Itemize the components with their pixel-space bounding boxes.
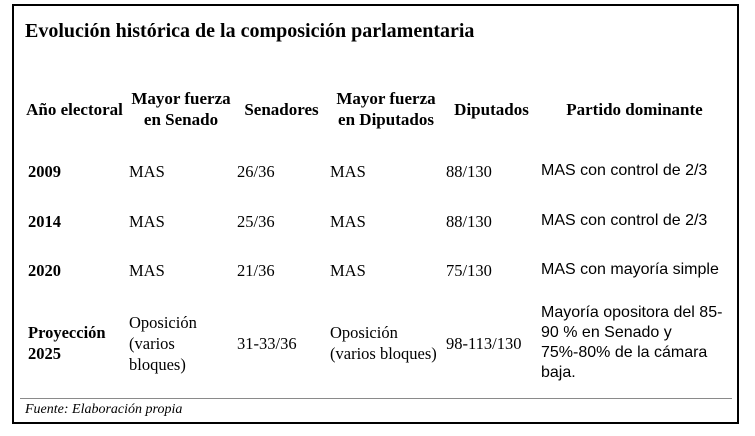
header-senate-force: Mayor fuerza en Senado xyxy=(131,89,231,129)
header-dominant-party: Partido dominante xyxy=(566,99,703,119)
cell-deputies: 88/130 xyxy=(446,211,492,231)
header-year: Año electoral xyxy=(26,99,123,119)
header-senators: Senadores xyxy=(244,99,319,119)
cell-deputies: 98-113/130 xyxy=(446,333,522,353)
cell-senators: 21/36 xyxy=(237,260,275,280)
cell-year: 2020 xyxy=(28,260,61,280)
cell-dominant-party: MAS con control de 2/3 xyxy=(541,162,708,179)
cell-deputies-force: Oposición (varios bloques) xyxy=(330,323,437,363)
page-title: Evolución histórica de la composición parlamentaria xyxy=(25,20,475,42)
cell-deputies-force: MAS xyxy=(330,211,366,231)
source-footnote: Fuente: Elaboración propia xyxy=(25,402,183,417)
table-frame xyxy=(12,4,739,424)
cell-year: 2009 xyxy=(28,161,61,181)
cell-deputies: 75/130 xyxy=(446,260,492,280)
cell-senate-force: MAS xyxy=(129,211,165,231)
header-deputies-force: Mayor fuerza en Diputados xyxy=(336,89,436,129)
cell-senators: 25/36 xyxy=(237,211,275,231)
cell-deputies: 88/130 xyxy=(446,161,492,181)
header-deputies: Diputados xyxy=(454,99,529,119)
cell-senate-force: Oposición (varios bloques) xyxy=(129,312,197,374)
cell-year: Proyección 2025 xyxy=(28,323,106,363)
cell-senate-force: MAS xyxy=(129,260,165,280)
table-row xyxy=(22,146,730,196)
cell-senators: 31-33/36 xyxy=(237,333,297,353)
footnote-divider xyxy=(20,398,732,399)
table-row xyxy=(22,246,730,294)
table-row xyxy=(22,196,730,246)
cell-senate-force: MAS xyxy=(129,161,165,181)
table-header-row xyxy=(22,72,730,146)
table-row xyxy=(22,294,730,392)
cell-dominant-party: MAS con control de 2/3 xyxy=(541,212,708,229)
composition-table xyxy=(22,72,730,392)
cell-dominant-party: Mayoría opositora del 85-90 % en Senado y 75%-80% de la cámara baja. xyxy=(541,304,723,381)
cell-deputies-force: MAS xyxy=(330,161,366,181)
cell-deputies-force: MAS xyxy=(330,260,366,280)
cell-dominant-party: MAS con mayoría simple xyxy=(541,261,719,278)
cell-year: 2014 xyxy=(28,211,61,231)
cell-senators: 26/36 xyxy=(237,161,275,181)
